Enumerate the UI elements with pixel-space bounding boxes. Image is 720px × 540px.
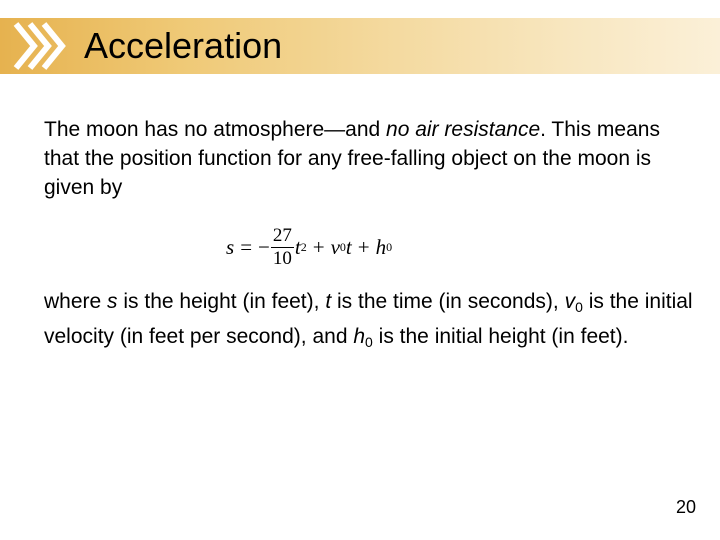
eq-fraction bbox=[271, 225, 294, 270]
def-var-t: t bbox=[325, 290, 332, 313]
def-var-v-sub: 0 bbox=[575, 299, 583, 315]
position-equation bbox=[226, 222, 392, 272]
eq-h-sub: 0 bbox=[386, 239, 393, 254]
slide-title: Acceleration bbox=[84, 25, 283, 66]
def-text-5: is the initial height (in feet). bbox=[372, 325, 629, 348]
eq-plus-1: + bbox=[312, 234, 325, 259]
eq-exponent: 2 bbox=[300, 239, 307, 254]
def-text-2: is the height (in feet), bbox=[117, 290, 326, 313]
eq-minus: − bbox=[258, 234, 270, 259]
def-text-1: where bbox=[44, 290, 108, 313]
eq-h: h bbox=[375, 234, 387, 259]
def-var-v: v bbox=[564, 290, 576, 313]
intro-emphasis: no air resistance bbox=[386, 118, 541, 141]
def-text-3: is the time (in seconds), bbox=[331, 290, 565, 313]
def-var-h: h bbox=[353, 325, 366, 348]
eq-v-sub: 0 bbox=[339, 239, 346, 254]
page-number: 20 bbox=[675, 497, 696, 517]
definition-paragraph bbox=[44, 287, 694, 357]
def-var-s: s bbox=[107, 290, 118, 313]
title-bar bbox=[0, 18, 720, 74]
eq-t: t bbox=[345, 234, 352, 259]
eq-plus-2: + bbox=[357, 234, 370, 259]
intro-text-a: The moon has no atmosphere—and bbox=[44, 118, 387, 141]
intro-paragraph bbox=[44, 115, 694, 202]
eq-v: v bbox=[330, 234, 340, 259]
eq-t-squared: t bbox=[294, 234, 301, 259]
eq-numerator: 27 bbox=[272, 224, 292, 246]
eq-equals: = bbox=[240, 234, 253, 259]
def-var-h-sub: 0 bbox=[365, 334, 373, 350]
intro-text-b: . This means that the position function for any free-falling object on the moon is given by bbox=[44, 118, 660, 199]
def-text-4: is the initial velocity (in feet per second), and bbox=[44, 290, 693, 348]
chevron-decoration-icon bbox=[10, 18, 72, 74]
eq-denominator: 10 bbox=[272, 247, 292, 269]
eq-s: s bbox=[226, 234, 235, 259]
